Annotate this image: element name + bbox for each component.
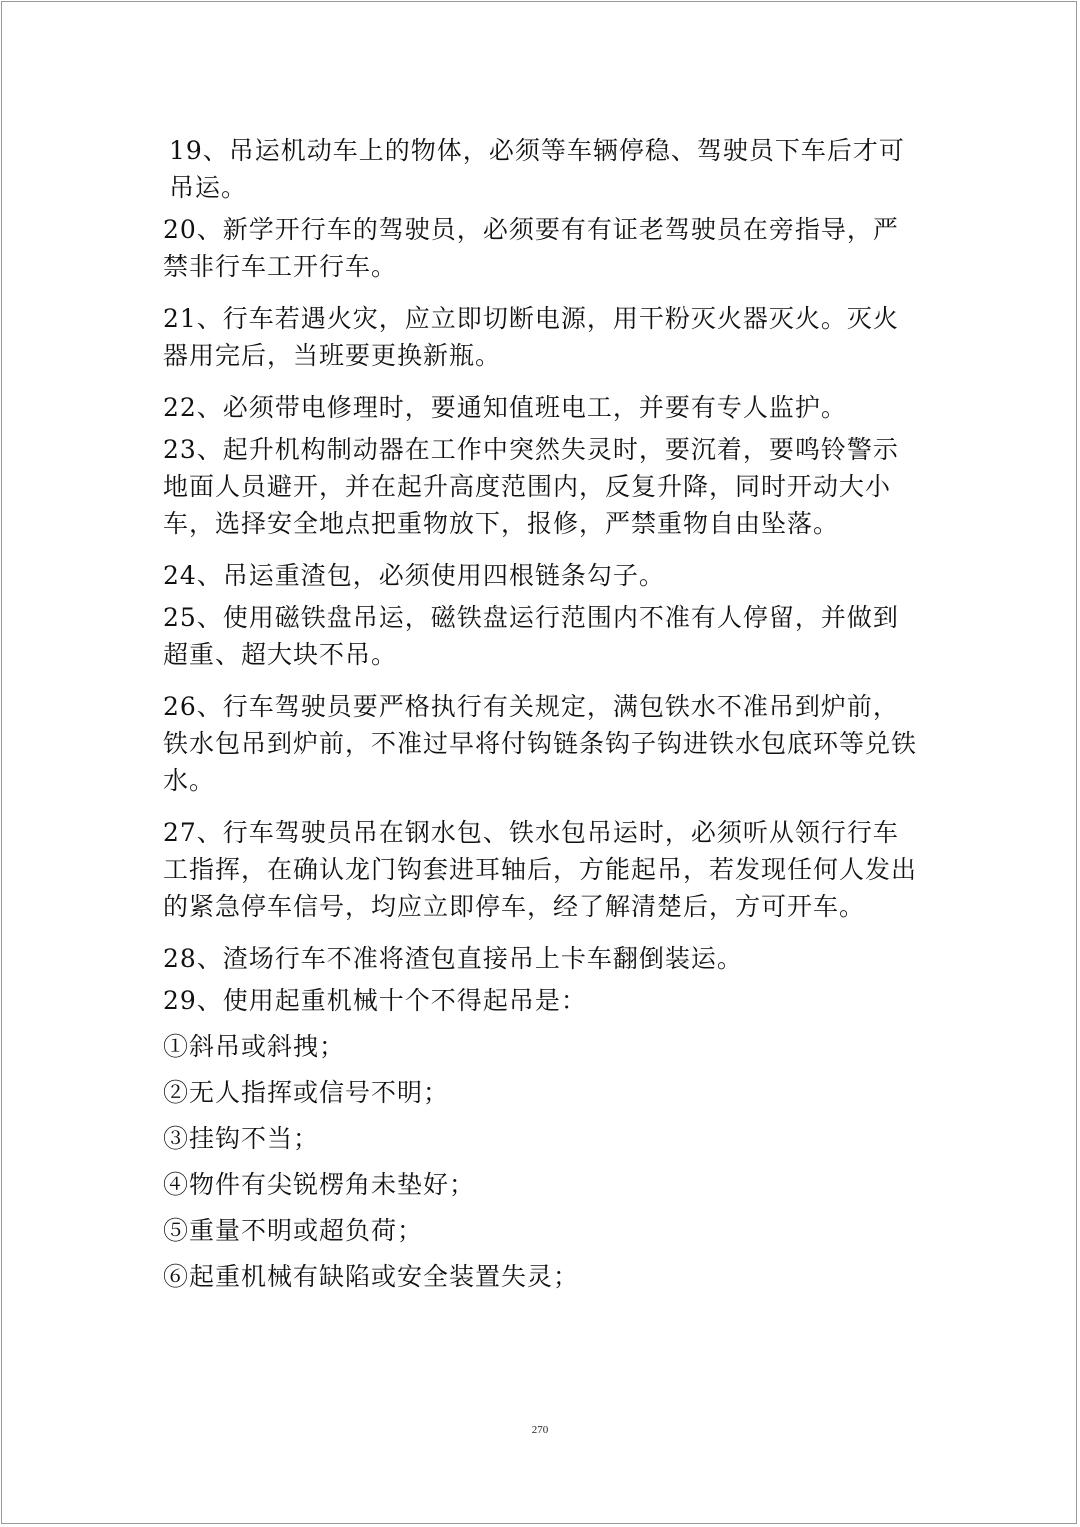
rule-25: 25、使用磁铁盘吊运，磁铁盘运行范围内不准有人停留，并做到超重、超大块不吊。 [163,603,899,669]
rule-21: 21、行车若遇火灾，应立即切断电源，用干粉灭火器灭火。灭火器用完后，当班要更换新瓶。 [163,304,899,370]
sub-item-3: ③挂钩不当； [163,1124,320,1153]
document-body [163,132,923,1304]
sub-item-6: ⑥起重机械有缺陷或安全装置失灵； [163,1262,580,1291]
rule-23: 23、起升机构制动器在工作中突然失灵时，要沉着，要鸣铃警示地面人员避开，并在起升高度范围内，反复升降，同时开动大小车，选择安全地点把重物放下，报修，严禁重物自由坠落。 [163,435,899,538]
rule-22: 22、必须带电修理时，要通知值班电工，并要有专人监护。 [163,393,847,422]
sub-item-5: ⑤重量不明或超负荷； [163,1216,424,1245]
page-number: 270 [531,1424,549,1436]
sub-item-4: ④物件有尖锐楞角未垫好； [163,1170,476,1199]
rule-27: 27、行车驾驶员吊在钢水包、铁水包吊运时，必须听从领行行车工指挥，在确认龙门钩套进耳轴后，方能起吊，若发现任何人发出的紧急停车信号，均应立即停车，经了解清楚后，方可开车。 [163,818,918,921]
sub-item-2: ②无人指挥或信号不明； [163,1078,450,1107]
rule-24: 24、吊运重渣包，必须使用四根链条勾子。 [163,561,665,590]
rule-19: 19、吊运机动车上的物体，必须等车辆停稳、驾驶员下车后才可吊运。 [169,136,905,202]
sub-item-1: ①斜吊或斜拽； [163,1032,346,1061]
rule-26: 26、行车驾驶员要严格执行有关规定，满包铁水不准吊到炉前，铁水包吊到炉前，不准过早将付钩链条钩子钩进铁水包底环等兑铁水。 [163,692,918,795]
rule-28: 28、渣场行车不准将渣包直接吊上卡车翻倒装运。 [163,944,743,973]
rule-29: 29、使用起重机械十个不得起吊是： [163,986,587,1015]
rule-20: 20、新学开行车的驾驶员，必须要有有证老驾驶员在旁指导，严禁非行车工开行车。 [163,215,899,281]
